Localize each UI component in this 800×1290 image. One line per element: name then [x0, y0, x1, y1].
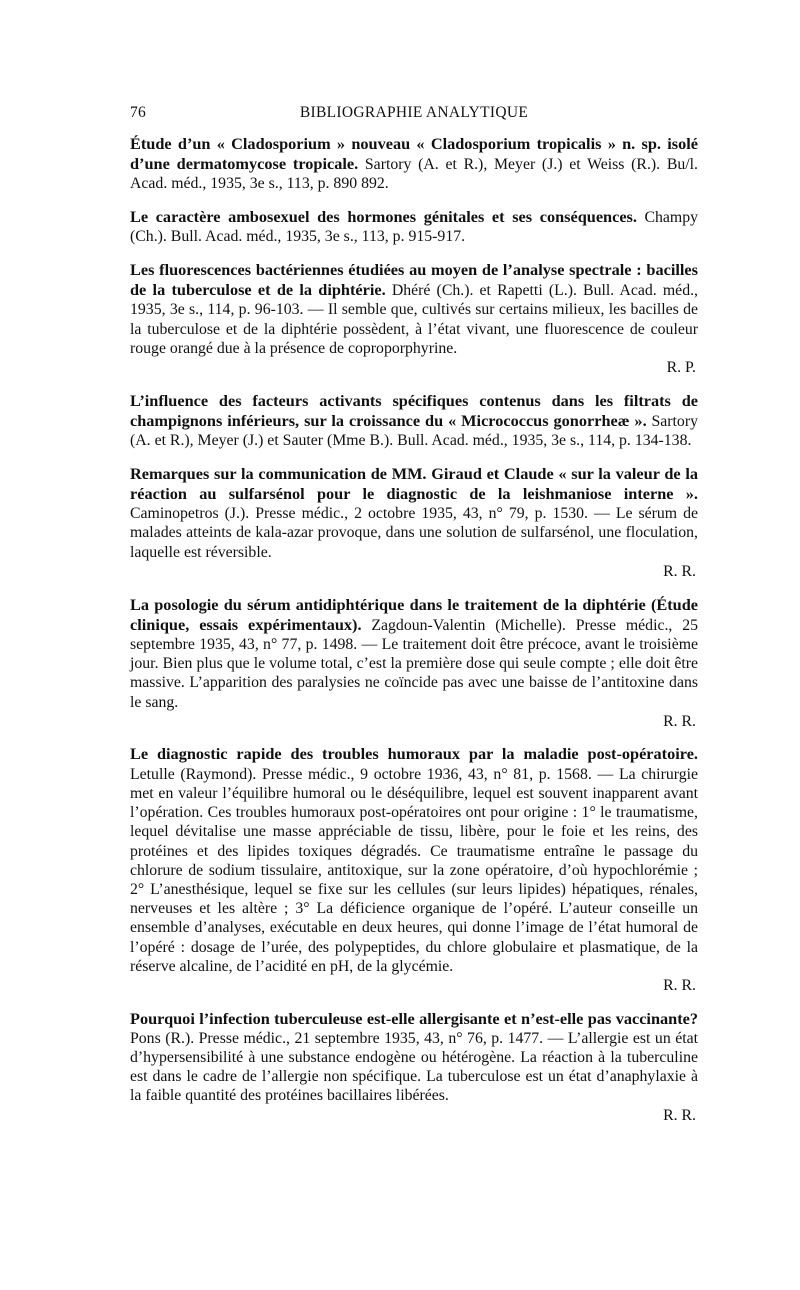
entry-title: Étude d’un « Cladosporium » nouveau « Cladosporium tropicalis » n. sp. isolé d’une dermatomycose tropicale.: [130, 134, 698, 174]
entry-abstract: Le sérum de malades atteints de kala-azar provoque, dans une solution de sulfarsénol, une floculation, laquelle est réversible.: [130, 505, 699, 561]
reviewer-initials: R. R.: [663, 562, 696, 580]
entry-abstract: Il semble que, cultivés sur certains milieux, les bacilles de la tuberculose et de la diphtérie possèdent, à l’état vivant, une fluorescence de couleur rouge orangé due à la présence de coproporphyrine.: [130, 301, 698, 357]
entry-title: Le diagnostic rapide des troubles humoraux par la maladie post-opératoire.: [130, 744, 698, 764]
reviewer-initials: R. R.: [663, 712, 696, 730]
bibliography-entry: [130, 207, 698, 246]
bibliography-entry: [130, 391, 698, 451]
entry-reference: Dhéré (Ch.). et Rapetti (L.). Bull. Acad. méd., 1935, 3e s., 114, p. 96-103. —: [130, 282, 698, 319]
entry-reference: Letulle (Raymond). Presse médic., 9 octobre 1936, 43, n° 81, p. 1568. —: [130, 765, 614, 783]
reviewer-initials: R. P.: [666, 359, 696, 377]
entry-reference: Champy (Ch.). Bull. Acad. méd., 1935, 3e s., 113, p. 915-917.: [130, 209, 698, 246]
entry-reference: Sartory (A. et R.), Meyer (J.) et Weiss (R.). Bu/l. Acad. méd., 1935, 3e s., 113, p. 890 892.: [130, 156, 698, 193]
entry-abstract: La chirurgie met en valeur l’équilibre humoral ou le déséquilibre, lequel est souvent inapparent avant l’opération. Ces troubles humoraux post-opératoires ont pour origine : 1° le traumatisme, lequel dévitalise une masse appréciable de tissu, libère, pour le foie et les reins, des protéines et des lipides toxiques dégradés. Ce traumatisme entraîne le passage du chlorure de sodium tissulaire, antitoxique, sur la zone opératoire, d’où hypochlorémie ; 2° L’anesthésique, lequel se fixe sur les cellules (sur leurs lipides) hépatiques, rénales, nerveuses et les altère ; 3° La déficience organique de l’opéré. L’auteur conseille un ensemble d’analyses, exécutable en deux heures, qui donne l’image de l’état humoral de l’opéré : dosage de l’urée, des polypeptides, du chlore globulaire et plasmatique, de la réserve alcaline, de l’acidité en pH, de la glycémie.: [130, 765, 699, 975]
entry-title: Les fluorescences bactériennes étudiées au moyen de l’analyse spectrale : bacilles de la tuberculose et de la diphtérie.: [130, 260, 698, 300]
bibliography-entry: [130, 744, 698, 995]
entry-abstract: L’allergie est un état d’hypersensibilité à une substance endogène ou hétérogène. La réaction à la tuberculine est dans le cadre de l’allergie non spécifique. La tuberculose est un état d’anaphylaxie à la faible quantité des protéines bacillaires libérées.: [130, 1029, 698, 1105]
running-title: BIBLIOGRAPHIE ANALYTIQUE: [299, 104, 529, 121]
bibliography-list: [130, 134, 698, 1138]
entry-title: Remarques sur la communication de MM. Giraud et Claude « sur la valeur de la réaction au sulfarsénol pour le diagnostic de la leishmaniose interne ».: [130, 463, 698, 504]
entry-reference: Caminopetros (J.). Presse médic., 2 octobre 1935, 43, n° 79, p. 1530. —: [130, 505, 610, 523]
entry-reference: Zagdoun-Valentin (Michelle). Presse médic., 25 septembre 1935, 43, n° 77, p. 1498. —: [130, 616, 698, 653]
entry-title: L’influence des facteurs activants spécifiques contenus dans les filtrats de champignons inférieurs, sur la croissance du « Micrococcus gonorrheæ ».: [130, 390, 698, 430]
reviewer-initials: R. R.: [663, 1106, 696, 1124]
entry-reference: Pons (R.). Presse médic., 21 septembre 1935, 43, n° 76, p. 1477. —: [130, 1029, 564, 1047]
page-number: 76: [130, 104, 147, 121]
bibliography-entry: [130, 595, 698, 731]
bibliography-entry: [130, 1009, 698, 1125]
entry-title: Pourquoi l’infection tuberculeuse est-elle allergisante et n’est-elle pas vaccinante?: [130, 1008, 698, 1028]
entry-reference: Sartory (A. et R.), Meyer (J.) et Sauter (Mme B.). Bull. Acad. méd., 1935, 3e s., 114, p. 134-138.: [130, 412, 698, 450]
entry-title: Le caractère ambosexuel des hormones génitales et ses conséquences.: [130, 207, 637, 227]
bibliography-entry: [130, 260, 698, 377]
bibliography-entry: [130, 464, 698, 581]
entry-title: La posologie du sérum antidiphtérique dans le traitement de la diphtérie (Étude clinique, essais expérimentaux).: [130, 594, 698, 634]
entry-abstract: Le traitement doit être précoce, avant le troisième jour. Bien plus que le volume total, c’est la première dose qui seule compte ; elle doit être massive. L’apparition des paralysies ne coïncide pas avec une baisse de l’antitoxine dans le sang.: [130, 635, 699, 711]
page-header: [130, 104, 698, 126]
bibliography-entry: [130, 134, 698, 194]
reviewer-initials: R. R.: [663, 976, 696, 994]
